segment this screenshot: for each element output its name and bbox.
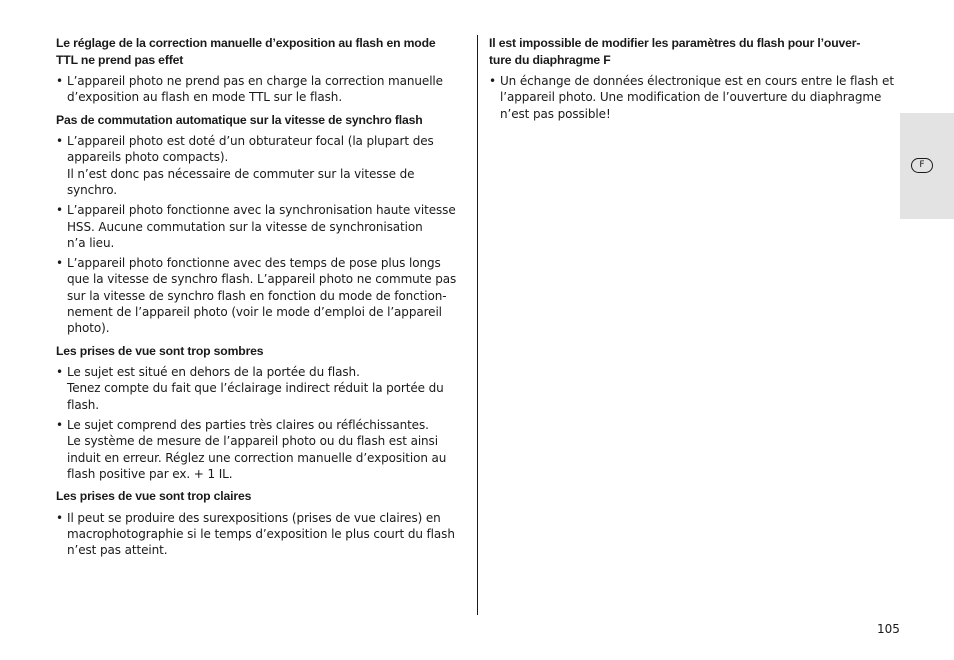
bullet-marker: • <box>56 256 63 271</box>
list-item <box>56 255 468 336</box>
section-ttl-correction <box>56 35 468 106</box>
list-item <box>56 417 468 482</box>
section-too-bright <box>56 488 468 558</box>
section-sync-speed <box>56 112 468 337</box>
list-item <box>56 510 468 559</box>
section-heading: Les prises de vue sont trop claires <box>56 489 252 504</box>
section-heading: Le réglage de la correction manuelle d’exposition au flash en mode TTL ne prend pas effet <box>56 36 436 67</box>
language-badge: F <box>911 158 933 173</box>
bullet-marker: • <box>56 74 63 88</box>
section-heading: Les prises de vue sont trop sombres <box>56 343 264 358</box>
bullet-marker: • <box>56 203 63 218</box>
list-item-text: Le sujet comprend des parties très claires ou réfléchissantes. Le système de mesure de l’appareil photo ou du flash est ainsi induit en erreur. Réglez une correction manuelle d’exposition au flash positive par ex. + 1 IL. <box>67 418 447 481</box>
page-number: 105 <box>877 622 900 636</box>
list-item-text: L’appareil photo fonctionne avec des temps de pose plus longs que la vitesse de synchro flash. L’appareil photo ne commute pas sur la vitesse de synchro flash en fonction du mode de fonction- nement de l’appareil photo (voir le mode d’emploi de l’appareil photo). <box>67 256 457 336</box>
section-too-dark <box>56 343 468 483</box>
list-item-text: Il peut se produire des surexpositions (prises de vue claires) en macrophotographie si le temps d’exposition le plus court du flash n’est pas atteint. <box>67 510 455 558</box>
section-aperture <box>489 35 901 122</box>
list-item-text: L’appareil photo fonctionne avec la synchronisation haute vitesse HSS. Aucune commutation sur la vitesse de synchronisation n’a lieu. <box>67 203 456 250</box>
list-item <box>56 364 468 413</box>
list-item <box>489 73 901 122</box>
column-divider <box>477 35 478 615</box>
list-item-text: L’appareil photo ne prend pas en charge la correction manuelle d’exposition au flash en mode TTL sur le flash. <box>67 74 443 105</box>
list-item <box>56 73 468 106</box>
language-tab <box>900 113 954 219</box>
bullet-marker: • <box>56 418 63 433</box>
bullet-marker: • <box>56 134 63 149</box>
left-column <box>56 35 468 563</box>
bullet-marker: • <box>489 74 496 88</box>
list-item <box>56 202 468 251</box>
bullet-marker: • <box>56 365 63 380</box>
section-heading: Il est impossible de modifier les paramètres du flash pour l’ouver- ture du diaphragme F <box>489 36 861 67</box>
list-item <box>56 133 468 198</box>
list-item-text: L’appareil photo est doté d’un obturateur focal (la plupart des appareils photo compacts). Il n’est donc pas nécessaire de commuter sur la vitesse de synchro. <box>67 134 434 197</box>
list-item-text: Un échange de données électronique est en cours entre le flash et l’appareil photo. Une modification de l’ouverture du diaphragme n’est pas possible! <box>500 74 894 121</box>
bullet-marker: • <box>56 510 63 525</box>
list-item-text: Le sujet est situé en dehors de la portée du flash. Tenez compte du fait que l’éclairage indirect réduit la portée du flash. <box>67 365 444 412</box>
right-column <box>489 35 901 126</box>
section-heading: Pas de commutation automatique sur la vitesse de synchro flash <box>56 112 423 127</box>
